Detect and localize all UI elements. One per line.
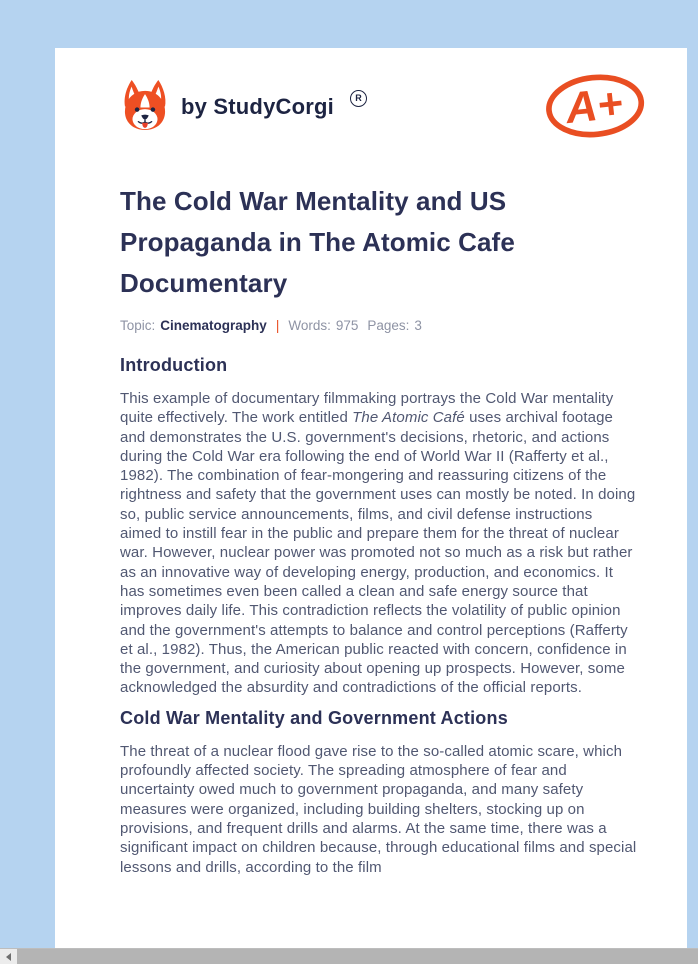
badge-grade-text: A+ — [563, 78, 625, 133]
meta-words — [288, 318, 358, 333]
topic-label: Topic: — [120, 318, 156, 333]
pages-value: 3 — [414, 318, 422, 333]
meta-topic — [120, 318, 267, 333]
a-plus-badge-icon — [543, 68, 647, 147]
paragraph-text: uses archival footage and demonstrates the U.S. government's decisions, rhetoric, and actions during the Cold War era following the end of World War II (Rafferty et al., 1982). The combination of fear-mongering and reassuring citizens of the rightness and safety that the government uses can mostly be noted. In doing so, public service announcements, films, and civil defense instructions aimed to instill fear in the public and prepare them for the threat of nuclear war. However, nuclear power was promoted not so much as a risk but rather as an innovative way of developing energy, production, and economics. It has sometimes even been called a clean and safe energy source that improves daily life. This contradiction reflects the volatility of public opinion and the government's attempts to balance and control perceptions (Rafferty et al., 1982). Thus, the American public reacted with concern, confidence in the government, and curiosity about opening up prospects. However, some acknowledged the absurdity and contradictions of the official reports. — [120, 409, 636, 697]
film-title-italic: The Atomic Café — [352, 409, 465, 427]
section-heading-introduction: Introduction — [120, 355, 228, 375]
corgi-logo-icon — [120, 79, 170, 136]
cold-war-paragraph: The threat of a nuclear flood gave rise to the so-called atomic scare, which profoundly affected society. The spreading atmosphere of fear and uncertainty owed much to government propaganda, and many safety measures were organized, including building shelters, stocking up on provisions, and frequent drills and alarms. At the same time, there was a significant impact on children because, through educational films and special lessons and drills, according to the film — [120, 742, 637, 876]
words-label: Words: — [288, 318, 331, 333]
meta-pages — [367, 318, 422, 333]
meta-separator: | — [275, 318, 280, 333]
studycorgi-logo[interactable] — [120, 79, 367, 136]
introduction-paragraph — [120, 389, 637, 698]
page-title: The Cold War Mentality and US Propaganda in The Atomic Cafe Documentary — [120, 186, 515, 298]
topic-link[interactable]: Cinematography — [160, 318, 267, 333]
section-heading-cold-war: Cold War Mentality and Government Actions — [120, 707, 508, 728]
scroll-left-arrow-icon — [6, 953, 11, 961]
scrollbar-thumb[interactable] — [17, 949, 698, 964]
article-meta — [120, 318, 647, 333]
scroll-left-button[interactable] — [0, 949, 17, 964]
registered-trademark-icon: R — [350, 90, 367, 107]
page-header — [120, 75, 647, 139]
pages-label: Pages: — [367, 318, 410, 333]
paragraph-text: This example of documentary filmmaking portrays the Cold War mentality quite effectively. The work entitled — [120, 390, 614, 427]
horizontal-scrollbar[interactable] — [0, 948, 698, 964]
logo-wordmark: by StudyCorgi — [181, 94, 334, 119]
document-card — [55, 48, 687, 964]
words-value: 975 — [335, 318, 359, 333]
